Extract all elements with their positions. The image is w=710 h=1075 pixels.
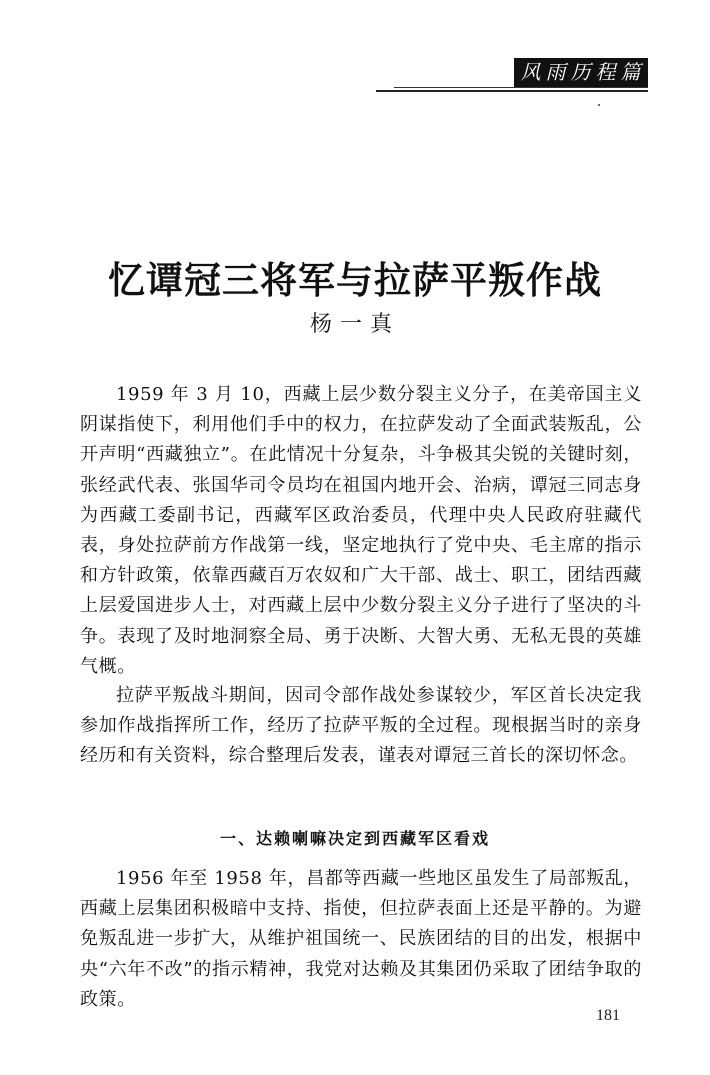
section-heading: 一、达赖喇嘛决定到西藏军区看戏 — [219, 829, 490, 849]
running-header — [376, 56, 648, 96]
article-author: 杨一真 — [309, 312, 400, 337]
body-paragraph: 1956 年至 1958 年，昌都等西藏一些地区虽发生了局部叛乱，西藏上层集团积极暗中支持、指使，但拉萨表面上还是平静的。为避免叛乱进一步扩大，从维护祖国统一、民族团结的目的出发，根据中央“六年不改”的指示精神，我党对达赖及其集团仍采取了团结争取的政策。 — [80, 868, 642, 1010]
header-rule-thin — [394, 87, 648, 88]
intro-paragraph-2-block — [80, 681, 642, 772]
page-number: 181 — [596, 1007, 620, 1024]
scan-speck — [598, 104, 600, 106]
header-rule-thick — [376, 90, 648, 92]
article-title: 忆谭冠三将军与拉萨平叛作战 — [108, 257, 602, 302]
intro-paragraph-1-block — [80, 380, 642, 682]
section-tag: 风雨历程篇 — [514, 58, 648, 87]
body-paragraph: 1959 年 3 月 10，西藏上层少数分裂主义分子，在美帝国主义阴谋指使下，利用他们手中的权力，在拉萨发动了全面武装叛乱，公开声明“西藏独立”。在此情况十分复杂，斗争极其尖锐的关键时刻，张经武代表、张国华司令员均在祖国内地开会、治病，谭冠三同志身为西藏工委副书记，西藏军区政治委员，代理中央人民政府驻藏代表，身处拉萨前方作战第一线，坚定地执行了党中央、毛主席的指示和方针政策，依靠西藏百万农奴和广大干部、战士、职工，团结西藏上层爱国进步人士，对西藏上层中少数分裂主义分子进行了坚决的斗争。表现了及时地洞察全局、勇于决断、大智大勇、无私无畏的英雄气概。 — [80, 384, 642, 677]
section-1-paragraph-block — [80, 864, 642, 1015]
body-paragraph: 拉萨平叛战斗期间，因司令部作战处参谋较少，军区首长决定我参加作战指挥所工作，经历了拉萨平叛的全过程。现根据当时的亲身经历和有关资料，综合整理后发表，谨表对谭冠三首长的深切怀念。 — [80, 685, 642, 767]
